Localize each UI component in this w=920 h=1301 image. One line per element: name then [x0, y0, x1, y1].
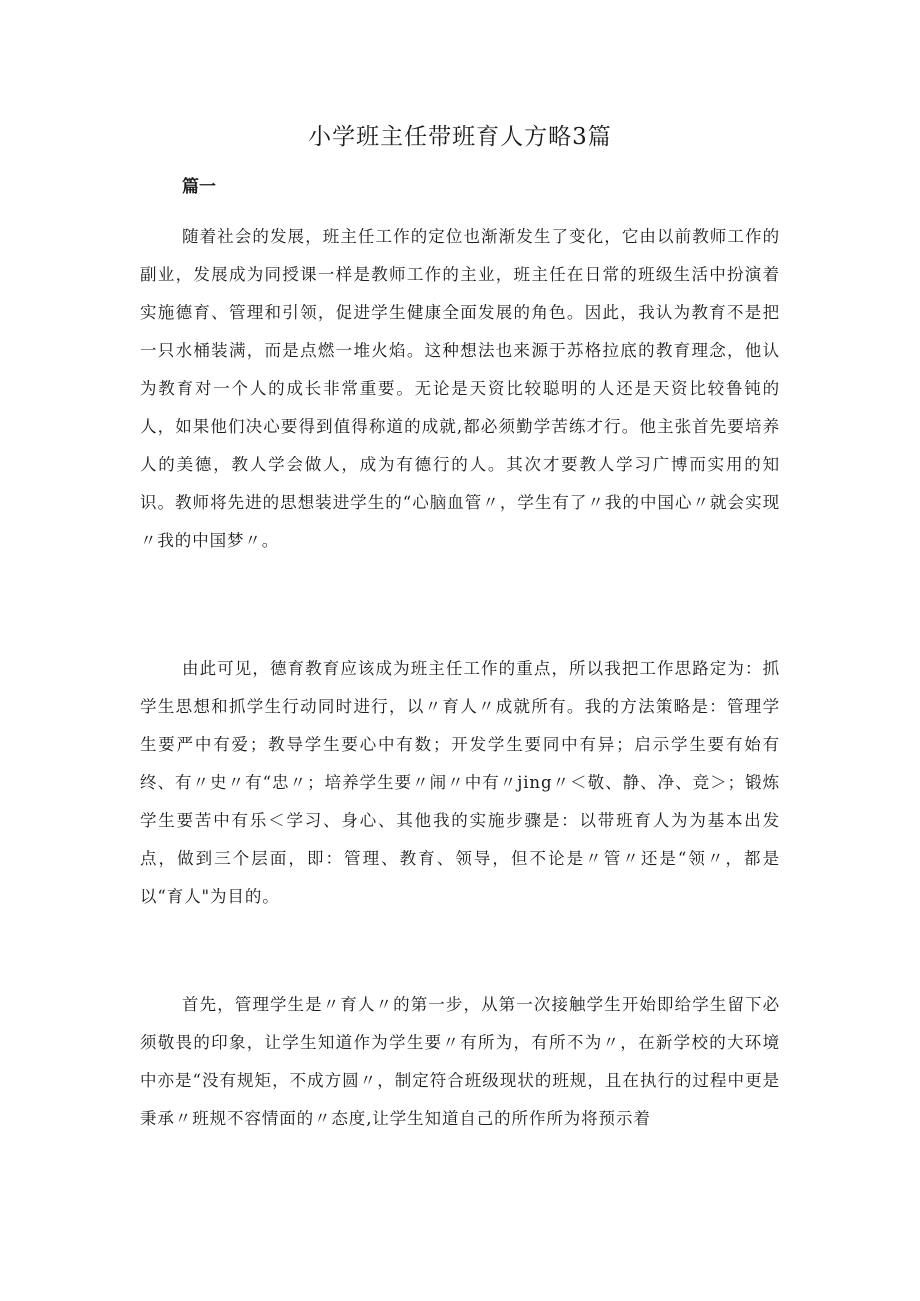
paragraph-2: 由此可见，德育教育应该成为班主任工作的重点，所以我把工作思路定为：抓学生思想和抓学生行动同时进行，以〃育人〃成就所有。我的方法策略是：管理学生要严中有爱；教导学生要心中有数；开发学生要同中有异；启示学生要有始有终、有〃史〃有“忠〃；培养学生要〃闹〃中有〃jing〃＜敬、静、净、竞＞；锻炼学生要苦中有乐＜学习、身心、其他我的实施步骤是：以带班育人为为基本出发点，做到三个层面，即：管理、教育、领导，但不论是〃管〃还是“领〃，都是以“育人"为目的。	[140, 659, 780, 906]
paragraph-1: 随着社会的发展，班主任工作的定位也渐渐发生了变化，它由以前教师工作的副业，发展成为同授课一样是教师工作的主业，班主任在日常的班级生活中扮演着实施德育、管理和引领，促进学生健康全面发展的角色。因此，我认为教育不是把一只水桶装满，而是点燃一堆火焰。这种想法也来源于苏格拉底的教育理念，他认为教育对一个人的成长非常重要。无论是天资比较聪明的人还是天资比较鲁钝的人，如果他们决心要得到值得称道的成就,都必须勤学苦练才行。他主张首先要培养人的美德，教人学会做人，成为有德行的人。其次才要教人学习广博而实用的知识。教师将先进的思想装进学生的“心脑血管〃，学生有了〃我的中国心〃就会实现〃我的中国梦〃。	[140, 227, 780, 550]
paragraph-3: 首先，管理学生是〃育人〃的第一步，从第一次接触学生开始即给学生留下必须敬畏的印象，让学生知道作为学生要〃有所为，有所不为〃，在新学校的大环境中亦是“没有规矩，不成方圆〃，制定符合班级现状的班规，且在执行的过程中更是秉承〃班规不容情面的〃态度,让学生知道自己的所作所为将预示着	[140, 995, 780, 1128]
section-heading: 篇一	[182, 177, 216, 197]
document-title: 小学班主任带班育人方略3篇	[308, 124, 612, 150]
